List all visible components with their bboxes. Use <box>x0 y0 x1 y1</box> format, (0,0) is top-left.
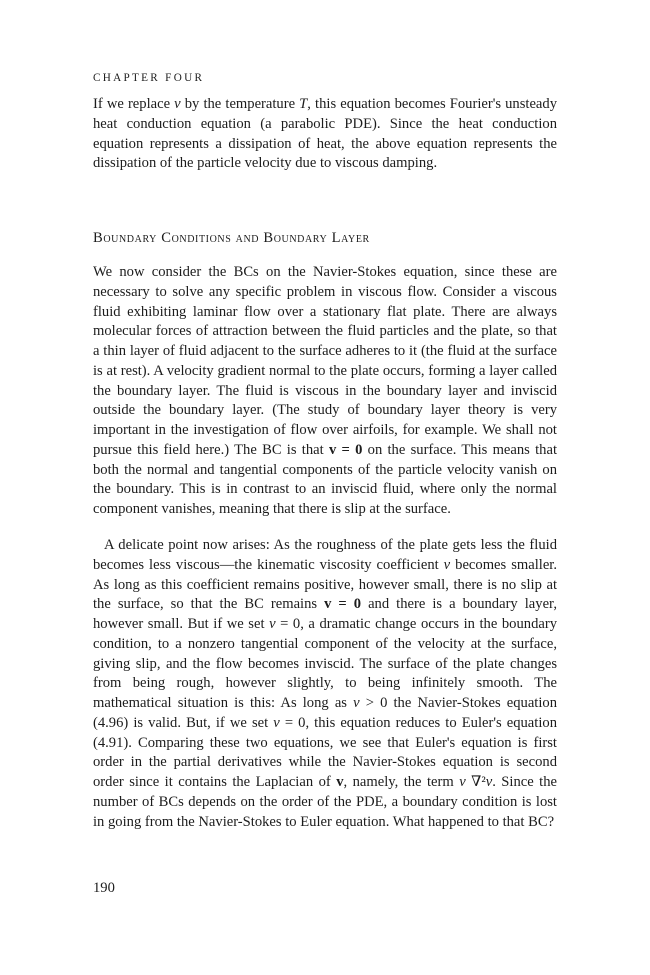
nu-symbol: ν <box>353 695 360 711</box>
book-page <box>93 0 557 975</box>
boundary-condition-equation: v = 0 <box>328 441 363 458</box>
page-number: 190 <box>93 880 115 896</box>
section-heading: Boundary Conditions and Boundary Layer <box>93 230 370 246</box>
running-header: CHAPTER FOUR <box>93 72 205 84</box>
nu-symbol: ν <box>443 556 451 573</box>
boundary-condition-equation: v = 0 <box>324 596 362 613</box>
laplacian-operator: ∇² <box>465 774 486 790</box>
nu-symbol: ν <box>269 616 276 632</box>
intro-paragraph: If we replace v by the temperature T, this equation becomes Fourier's unsteady heat conduction equation (a parabolic PDE). Since the heat conduction equation represents a dissipation of heat, the above equation represents the dissipation of the particle velocity due to viscous damping. <box>93 96 557 172</box>
nu-symbol: ν <box>459 774 466 790</box>
body-paragraph-1: We now consider the BCs on the Navier-Stokes equation, since these are necessary to solve any specific problem in viscous flow. Consider a viscous fluid exhibiting laminar flow over a stationary flat plate. There are always molecular forces of attraction between the fluid particles and the plate, so that a thin layer of fluid adjacent to the surface adheres to it (the fluid at the surface is at rest). A velocity gradient normal to the plate occurs, forming a layer called the boundary layer. The fluid is viscous in the boundary layer and inviscid outside the boundary layer. (The study of boundary layer theory is very important in the investigation of flow over airfoils, for example. We shall not pursue this field here.) The BC is that v = 0 on the surface. This means that both the normal and tangential components of the particle velocity vanish on the boundary. This is in contrast to an inviscid fluid, where only the normal component vanishes, meaning that there is slip at the surface. <box>93 264 557 517</box>
temperature-symbol: T <box>299 96 308 112</box>
velocity-vector-symbol: v <box>336 774 344 790</box>
nu-symbol: ν <box>273 714 280 731</box>
velocity-symbol: v <box>485 774 493 790</box>
body-paragraph-2: A delicate point now arises: As the roughness of the plate gets less the fluid becomes less viscous—the kinematic viscosity coefficient ν becomes smaller. As long as this coefficient remains positive, however small, there is no slip at the surface, so that the BC remains v = 0 and there is a boundary layer, however small. But if we set ν = 0, a dramatic change occurs in the boundary condition, to a nonzero tangential component of the velocity at the surface, giving slip, and the flow becomes inviscid. The surface of the plate changes from being rough, however slightly, to being infinitely smooth. The mathematical situation is this: As long as ν > 0 the Navier-Stokes equation (4.96) is valid. But, if we set ν = 0, this equation reduces to Euler's equation (4.91). Comparing these two equations, we see that Euler's equation is first order in the partial derivatives while the Navier-Stokes equation is second order since it contains the Laplacian of v, namely, the term ν ∇²v. Since the number of BCs depends on the order of the PDE, a boundary condition is lost in going from the Navier-Stokes to Euler equation. What happened to that BC? <box>93 537 558 830</box>
velocity-symbol: v <box>174 96 181 112</box>
